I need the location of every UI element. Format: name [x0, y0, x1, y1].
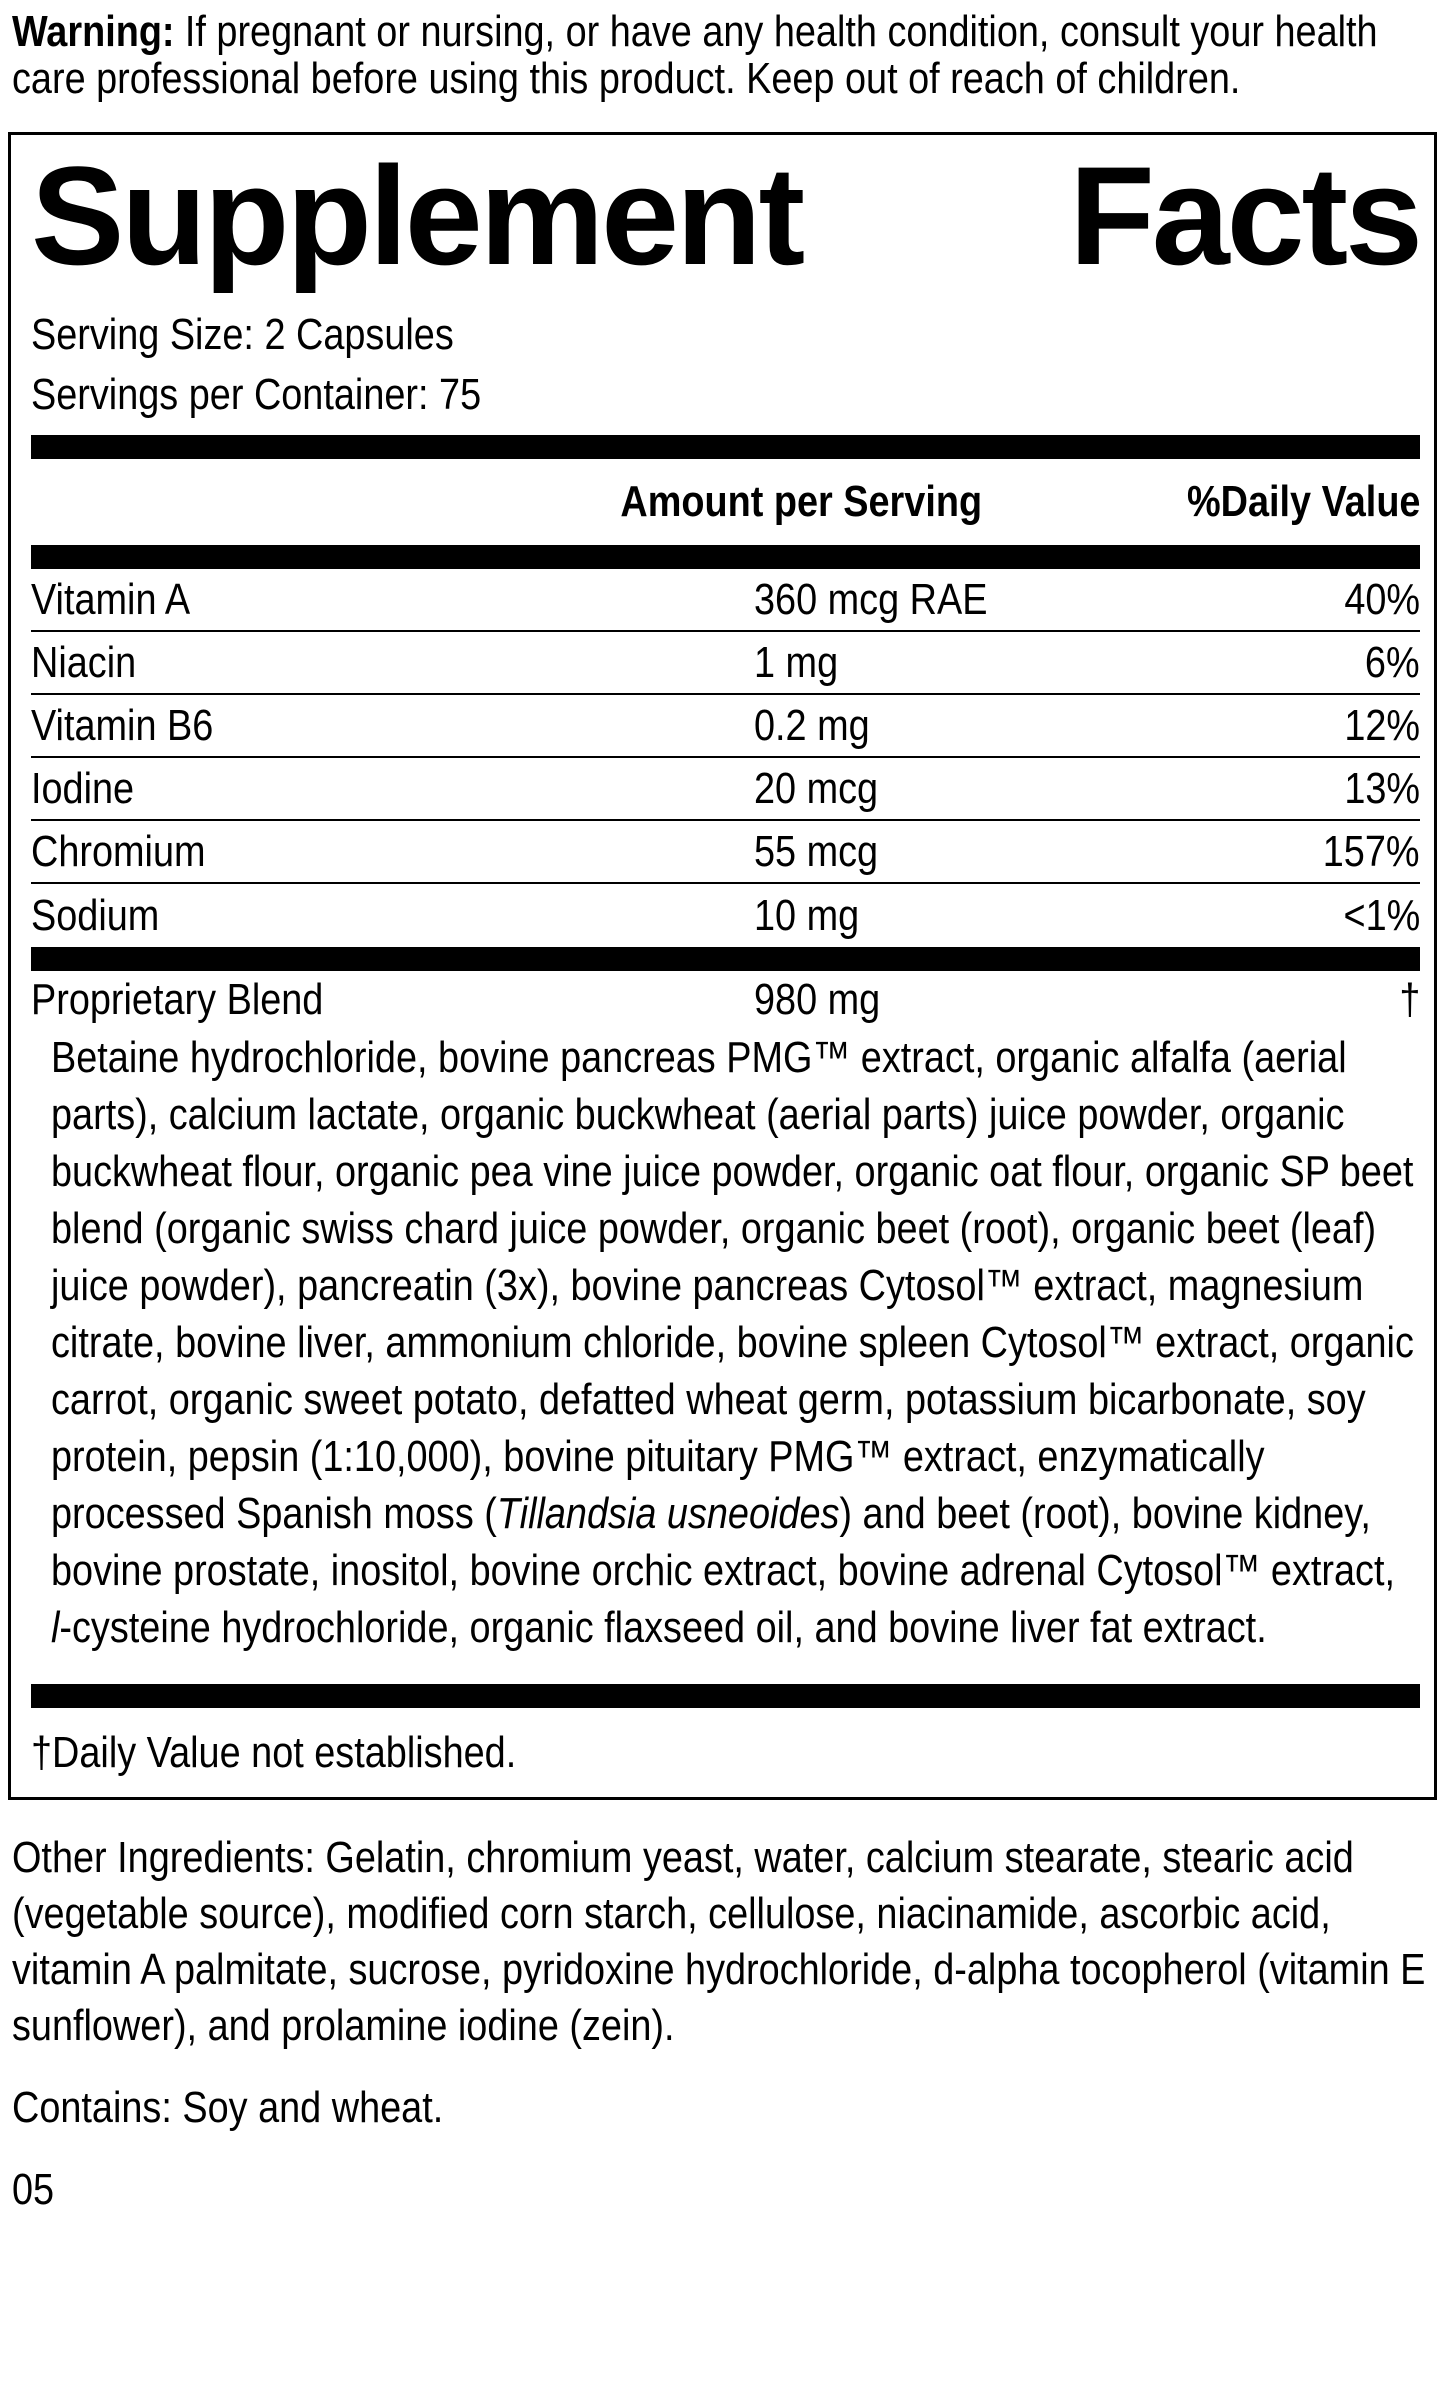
column-header-amount: Amount per Serving	[620, 477, 982, 526]
serving-size: Serving Size: 2 Capsules	[31, 310, 454, 359]
facts-title-word-1: Supplement	[31, 137, 803, 294]
nutrient-row-chromium	[31, 821, 1420, 884]
nutrient-row-iodine	[31, 758, 1420, 821]
nutrient-amount: 20 mcg	[754, 763, 879, 813]
nutrient-daily-value: 13%	[1344, 763, 1420, 813]
warning-body: If pregnant or nursing, or have any health condition, consult your health care professional before using this product. Keep out of reach of children.	[12, 7, 1378, 103]
nutrient-daily-value: 12%	[1344, 700, 1420, 750]
warning-text	[12, 8, 1435, 102]
proprietary-blend-row	[31, 971, 1420, 1029]
blend-daily-value-dagger: †	[1398, 975, 1420, 1024]
contains-statement: Contains: Soy and wheat.	[12, 2083, 444, 2132]
page-number: 05	[12, 2165, 55, 2214]
blend-description: Betaine hydrochloride, bovine pancreas PMG™ extract, organic alfalfa (aerial parts), calcium lactate, organic buckwheat (aerial parts) juice powder, organic buckwheat flour, organic pea vine juice powder, organic oat flour, organic SP beet blend (organic swiss chard juice powder, organic beet (root), organic beet (leaf) juice powder), pancreatin (3x), bovine pancreas Cytosol™ extract, magnesium citrate, bovine liver, ammonium chloride, bovine spleen Cytosol™ extract, organic carrot, organic sweet potato, defatted wheat germ, potassium bicarbonate, soy protein, pepsin (1:10,000), bovine pituitary PMG™ extract, enzymatically processed Spanish moss (Tillandsia usneoides) and beet (root), bovine kidney, bovine prostate, inositol, bovine orchic extract, bovine adrenal Cytosol™ extract, l-cysteine hydrochloride, organic flaxseed oil, and bovine liver fat extract.	[51, 1033, 1414, 1652]
nutrient-name: Chromium	[31, 826, 206, 876]
nutrient-daily-value: 6%	[1365, 637, 1420, 687]
nutrient-amount: 360 mcg RAE	[754, 574, 988, 624]
nutrient-row-sodium	[31, 884, 1420, 947]
divider-bar-header	[31, 545, 1420, 569]
nutrient-name: Sodium	[31, 890, 160, 940]
nutrient-amount: 1 mg	[754, 637, 839, 687]
nutrient-row-vitamin-b6	[31, 695, 1420, 758]
other-ingredients: Other Ingredients: Gelatin, chromium yeast, water, calcium stearate, stearic acid (vegetable source), modified corn starch, cellulose, niacinamide, ascorbic acid, vitamin A palmitate, sucrose, pyridoxine hydrochloride, d-alpha tocopherol (vitamin E sunflower), and prolamine iodine (zein).	[12, 1833, 1426, 2050]
column-header-daily-value: %Daily Value	[1186, 477, 1420, 526]
nutrient-row-niacin	[31, 632, 1420, 695]
facts-title-word-2: Facts	[1069, 137, 1420, 294]
daily-value-footnote: †Daily Value not established.	[31, 1728, 517, 1777]
nutrient-name: Niacin	[31, 637, 137, 687]
facts-title	[31, 137, 1420, 294]
blend-name: Proprietary Blend	[31, 975, 324, 1024]
nutrient-daily-value: 40%	[1344, 574, 1420, 624]
serving-info	[31, 305, 1420, 425]
divider-bar-bottom	[31, 1684, 1420, 1708]
supplement-facts-panel	[8, 132, 1437, 1800]
nutrient-amount: 55 mcg	[754, 826, 879, 876]
warning-label: Warning:	[12, 7, 175, 56]
nutrient-name: Vitamin A	[31, 574, 191, 624]
column-headers	[31, 459, 1420, 545]
divider-bar-blend	[31, 947, 1420, 971]
blend-amount: 980 mg	[754, 975, 881, 1024]
nutrient-daily-value: 157%	[1323, 826, 1420, 876]
nutrient-amount: 10 mg	[754, 890, 860, 940]
nutrient-daily-value: <1%	[1343, 890, 1420, 940]
nutrient-row-vitamin-a	[31, 569, 1420, 632]
nutrient-name: Iodine	[31, 763, 135, 813]
servings-per-container: Servings per Container: 75	[31, 370, 482, 419]
divider-bar-top	[31, 435, 1420, 459]
nutrient-amount: 0.2 mg	[754, 700, 870, 750]
nutrient-name: Vitamin B6	[31, 700, 214, 750]
